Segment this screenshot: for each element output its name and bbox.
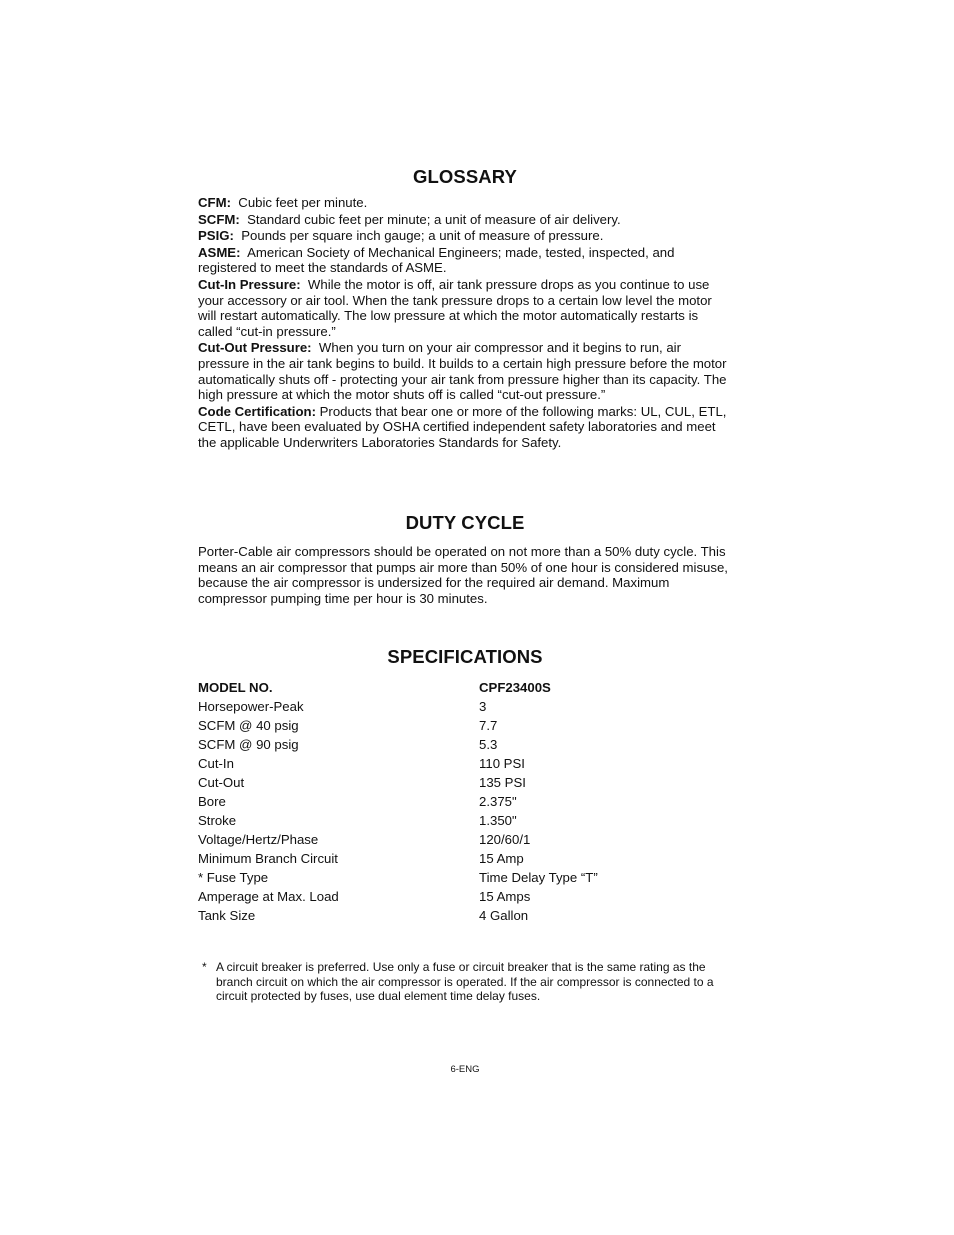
spec-row bbox=[198, 830, 732, 849]
specifications-heading: SPECIFICATIONS bbox=[387, 646, 543, 667]
spec-value: 1.350" bbox=[479, 813, 517, 828]
glossary-entry-asme bbox=[198, 245, 732, 276]
spec-value: 15 Amp bbox=[479, 851, 524, 866]
glossary-term: PSIG: bbox=[198, 228, 234, 244]
spec-label: Cut-Out bbox=[198, 775, 245, 790]
glossary-definition: Cubic feet per minute. bbox=[238, 195, 368, 210]
glossary-term: Cut-Out Pressure: bbox=[198, 340, 312, 356]
spec-value: 15 Amps bbox=[479, 889, 531, 904]
spec-label: * Fuse Type bbox=[198, 870, 269, 885]
spec-row bbox=[198, 754, 732, 773]
glossary-term: ASME: bbox=[198, 244, 241, 260]
glossary-entry-cut-in bbox=[198, 277, 732, 339]
glossary-definition: Pounds per square inch gauge; a unit of measure of pressure. bbox=[241, 228, 604, 244]
fuse-footnote bbox=[198, 960, 732, 1004]
spec-label: Amperage at Max. Load bbox=[198, 889, 339, 904]
spec-label: MODEL NO. bbox=[198, 680, 273, 695]
spec-row bbox=[198, 773, 732, 792]
spec-row bbox=[198, 868, 732, 887]
glossary-definition: When you turn on your air compressor and it begins to run, air pressure in the air tank begins to build. It builds to a certain high pressure before the motor automatically shuts off - protecting your air tank from pressure higher than its capacity. The high pressure at which the motor shuts off is called “cut-out pressure.” bbox=[198, 340, 727, 403]
glossary-term: Cut-In Pressure: bbox=[198, 276, 301, 292]
glossary-entry-code-certification bbox=[198, 404, 732, 451]
spec-row bbox=[198, 735, 732, 754]
duty-cycle-heading: DUTY CYCLE bbox=[405, 512, 525, 533]
glossary-definition: American Society of Mechanical Engineers; made, tested, inspected, and registered to meet the standards of ASME. bbox=[198, 244, 675, 276]
spec-row bbox=[198, 792, 732, 811]
spec-label: SCFM @ 40 psig bbox=[198, 718, 299, 733]
duty-cycle-text: Porter-Cable air compressors should be operated on not more than a 50% duty cycle. This means an air compressor that pumps air more than 50% of one hour is considered misuse, because the air compressor is undersized for the required air demand. Maximum compressor pumping time per hour is 30 minutes. bbox=[198, 544, 728, 606]
spec-value: 120/60/1 bbox=[479, 832, 531, 847]
spec-value: 7.7 bbox=[479, 718, 498, 733]
footnote-marker: * bbox=[202, 960, 207, 974]
page-number: 6-ENG bbox=[450, 1064, 480, 1075]
spec-row bbox=[198, 849, 732, 868]
spec-value: Time Delay Type “T” bbox=[479, 870, 598, 885]
spec-value: 110 PSI bbox=[479, 756, 525, 771]
glossary-list bbox=[198, 195, 732, 451]
glossary-heading: GLOSSARY bbox=[413, 166, 517, 187]
spec-value: 5.3 bbox=[479, 737, 498, 752]
glossary-definition: While the motor is off, air tank pressure drops as you continue to use your accessory or air tool. When the tank pressure drops to a certain low level the motor will restart automatically. The low pressure at which the motor automatically restarts is called “cut-in pressure.” bbox=[198, 276, 712, 339]
spec-row bbox=[198, 716, 732, 735]
spec-label: Minimum Branch Circuit bbox=[198, 851, 338, 866]
spec-row bbox=[198, 906, 732, 925]
spec-value: 135 PSI bbox=[479, 775, 526, 790]
glossary-definition: Products that bear one or more of the following marks: UL, CUL, ETL, CETL, have been evaluated by OSHA certified independent safety laboratories and meet the applicable Underwriters Laboratories Standards for Safety. bbox=[198, 403, 727, 450]
spec-value: 3 bbox=[479, 699, 487, 714]
spec-label: SCFM @ 90 psig bbox=[198, 737, 299, 752]
spec-label: Tank Size bbox=[198, 908, 256, 923]
spec-label: Cut-In bbox=[198, 756, 234, 771]
spec-value: CPF23400S bbox=[479, 680, 551, 695]
spec-value: 2.375" bbox=[479, 794, 517, 809]
specifications-table bbox=[198, 678, 732, 925]
spec-label: Bore bbox=[198, 794, 226, 809]
spec-row bbox=[198, 811, 732, 830]
glossary-entry-cfm bbox=[198, 195, 732, 211]
spec-label: Stroke bbox=[198, 813, 237, 828]
glossary-definition: Standard cubic feet per minute; a unit of measure of air delivery. bbox=[247, 211, 621, 227]
glossary-term: Code Certification: bbox=[198, 403, 316, 419]
spec-row bbox=[198, 697, 732, 716]
spec-label: Horsepower-Peak bbox=[198, 699, 304, 714]
footnote-text: A circuit breaker is preferred. Use only a fuse or circuit breaker that is the same rating as the branch circuit on which the air compressor is operated. If the air compressor is connected to a circuit protected by fuses, use dual element time delay fuses. bbox=[216, 960, 714, 1004]
spec-row bbox=[198, 887, 732, 906]
glossary-entry-psig bbox=[198, 228, 732, 244]
glossary-term: CFM: bbox=[198, 195, 231, 210]
spec-value: 4 Gallon bbox=[479, 908, 529, 923]
glossary-entry-cut-out bbox=[198, 340, 732, 402]
glossary-entry-scfm bbox=[198, 212, 732, 228]
spec-label: Voltage/Hertz/Phase bbox=[198, 832, 319, 847]
spec-header-row bbox=[198, 678, 732, 697]
glossary-term: SCFM: bbox=[198, 211, 240, 227]
